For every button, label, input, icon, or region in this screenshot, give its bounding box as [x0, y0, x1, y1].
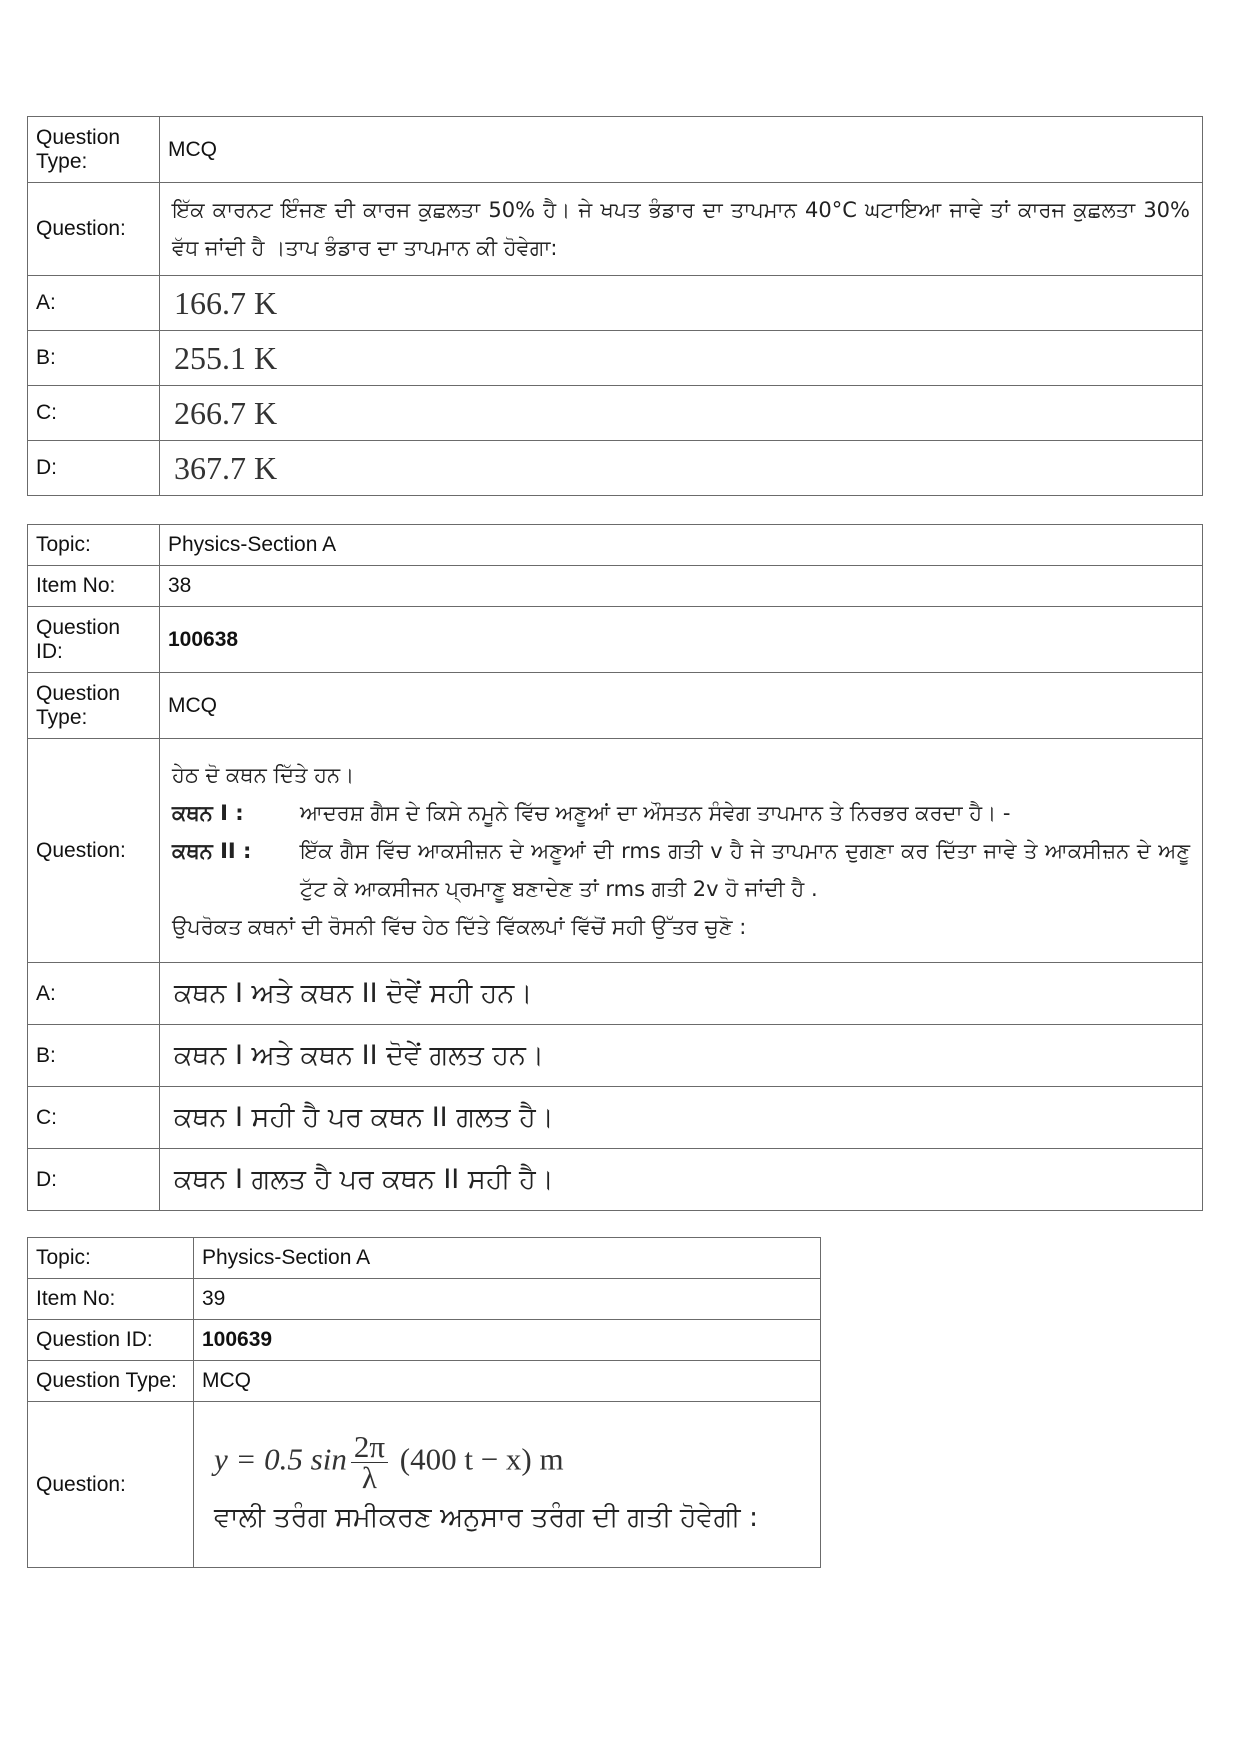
question-label: Question:: [28, 1402, 194, 1568]
equation-rhs: (400 t − x) m: [399, 1441, 564, 1477]
option-c-label: C:: [28, 1087, 160, 1149]
question-id-value: 100638: [160, 607, 1203, 673]
question-type-value: MCQ: [160, 673, 1203, 739]
option-a-text: ਕਥਨ I ਅਤੇ ਕਥਨ II ਦੋਵੇਂ ਸਹੀ ਹਨ।: [160, 963, 1203, 1025]
question-type-label: Question Type:: [28, 673, 160, 739]
statement-1-label: ਕਥਨ I :: [172, 800, 244, 825]
item-no-value: 38: [160, 566, 1203, 607]
option-c-text: ਕਥਨ I ਸਹੀ ਹੈ ਪਰ ਕਥਨ II ਗਲਤ ਹੈ।: [160, 1087, 1203, 1149]
question-label: Question:: [28, 183, 160, 276]
question-label: Question:: [28, 739, 160, 963]
option-b-text: ਕਥਨ I ਅਤੇ ਕਥਨ II ਦੋਵੇਂ ਗਲਤ ਹਨ।: [160, 1025, 1203, 1087]
topic-label: Topic:: [28, 525, 160, 566]
question-38-table: [27, 524, 1203, 1211]
question-type-value: MCQ: [160, 117, 1203, 183]
question-id-label: Question ID:: [28, 1320, 194, 1361]
option-a-label: A:: [28, 276, 160, 331]
statement-1-text: ਆਦਰਸ਼ ਗੈਸ ਦੇ ਕਿਸੇ ਨਮੂਨੇ ਵਿੱਚ ਅਣੂਆਂ ਦਾ ਔਸਤਨ ਸੰਵੇਗ ਤਾਪਮਾਨ ਤੇ ਨਿਰਭਰ ਕਰਦਾ ਹੈ। -: [300, 800, 1011, 825]
equation-lhs: y = 0.5 sin: [214, 1441, 347, 1477]
question-intro: ਹੇਠ ਦੋ ਕਥਨ ਦਿੱਤੇ ਹਨ।: [172, 762, 355, 787]
question-body: [160, 739, 1203, 963]
option-b-label: B:: [28, 1025, 160, 1087]
question-id-label: Question ID:: [28, 607, 160, 673]
question-type-label: Question Type:: [28, 1361, 194, 1402]
question-outro: ਉਪਰੋਕਤ ਕਥਨਾਂ ਦੀ ਰੋਸਨੀ ਵਿੱਚ ਹੇਠ ਦਿੱਤੇ ਵਿੱਕਲਪਾਂ ਵਿੱਚੋਂ ਸਹੀ ਉੱਤਰ ਚੁਣੋ :: [172, 914, 747, 939]
topic-value: Physics-Section A: [160, 525, 1203, 566]
question-body: [194, 1402, 821, 1568]
option-d-text: ਕਥਨ I ਗਲਤ ਹੈ ਪਰ ਕਥਨ II ਸਹੀ ਹੈ।: [160, 1149, 1203, 1211]
statement-2-label: ਕਥਨ II :: [172, 838, 252, 863]
option-b-text: 255.1 K: [160, 331, 1203, 386]
option-b-label: B:: [28, 331, 160, 386]
option-d-text: 367.7 K: [160, 441, 1203, 496]
option-c-text: 266.7 K: [160, 386, 1203, 441]
question-id-value: 100639: [194, 1320, 821, 1361]
wave-equation: [214, 1429, 806, 1495]
option-d-label: D:: [28, 1149, 160, 1211]
item-no-label: Item No:: [28, 566, 160, 607]
option-a-label: A:: [28, 963, 160, 1025]
option-c-label: C:: [28, 386, 160, 441]
topic-value: Physics-Section A: [194, 1238, 821, 1279]
fraction-denominator: λ: [361, 1460, 377, 1495]
equation-fraction: [351, 1429, 388, 1495]
question-type-label: Question Type:: [28, 117, 160, 183]
question-text: ਇੱਕ ਕਾਰਨਟ ਇੰਜਣ ਦੀ ਕਾਰਜ ਕੁਛਲਤਾ 50% ਹੈ। ਜੇ ਖਪਤ ਭੰਡਾਰ ਦਾ ਤਾਪਮਾਨ 40°C ਘਟਾਇਆ ਜਾਵੇ ਤਾਂ ਕਾਰਜ ਕੁਛਲਤਾ 30% ਵੱਧ ਜਾਂਦੀ ਹੈ ।ਤਾਪ ਭੰਡਾਰ ਦਾ ਤਾਪਮਾਨ ਕੀ ਹੋਵੇਗਾ:: [160, 183, 1203, 276]
question-39-table: [27, 1237, 821, 1568]
item-no-label: Item No:: [28, 1279, 194, 1320]
topic-label: Topic:: [28, 1238, 194, 1279]
fraction-numerator: 2π: [351, 1432, 388, 1463]
question-text: ਵਾਲੀ ਤਰੰਗ ਸਮੀਕਰਣ ਅਨੁਸਾਰ ਤਰੰਗ ਦੀ ਗਤੀ ਹੋਵੇਗੀ :: [214, 1502, 759, 1533]
item-no-value: 39: [194, 1279, 821, 1320]
option-a-text: 166.7 K: [160, 276, 1203, 331]
statement-2-text: ਇੱਕ ਗੈਸ ਵਿੱਚ ਆਕਸੀਜ਼ਨ ਦੇ ਅਣੂਆਂ ਦੀ rms ਗਤੀ v ਹੈ ਜੇ ਤਾਪਮਾਨ ਦੁਗਣਾ ਕਰ ਦਿੱਤਾ ਜਾਵੇ ਤੇ ਆਕਸੀਜ਼ਨ ਦੇ ਅਣੂ ਟੁੱਟ ਕੇ ਆਕਸੀਜਨ ਪ੍ਰਮਾਣੂ ਬਣਾਦੇਣ ਤਾਂ rms ਗਤੀ 2v ਹੋ ਜਾਂਦੀ ਹੈ .: [300, 838, 1190, 901]
option-d-label: D:: [28, 441, 160, 496]
question-37-table: [27, 116, 1203, 496]
question-type-value: MCQ: [194, 1361, 821, 1402]
